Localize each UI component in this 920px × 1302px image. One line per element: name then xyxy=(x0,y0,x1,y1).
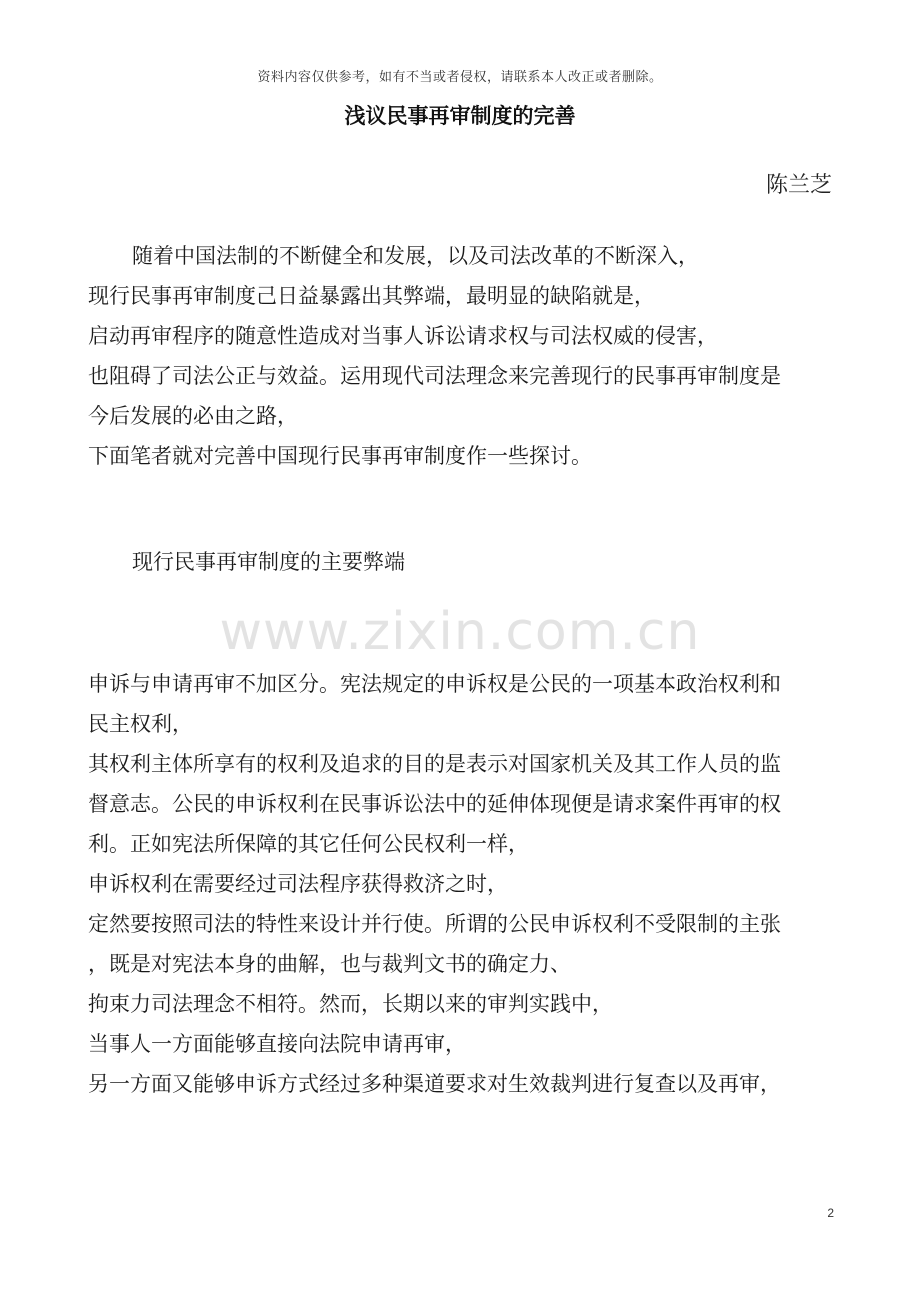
text-line: 申诉权利在需要经过司法程序获得救济之时， xyxy=(88,872,508,896)
section-heading: 现行民事再审制度的主要弊端 xyxy=(132,550,405,574)
text-line: 下面笔者就对完善中国现行民事再审制度作一些探讨。 xyxy=(88,444,592,468)
intro-paragraph xyxy=(88,236,833,476)
text-line: 其权利主体所享有的权利及追求的目的是表示对国家机关及其工作人员的监 xyxy=(88,752,781,776)
text-line: 民主权利， xyxy=(88,712,193,736)
text-line: 督意志。公民的申诉权利在民事诉讼法中的延伸体现便是请求案件再审的权 xyxy=(88,792,781,816)
text-line: 启动再审程序的随意性造成对当事人诉讼请求权与司法权威的侵害， xyxy=(88,324,718,348)
disclaimer-header: 资料内容仅供参考，如有不当或者侵权，请联系本人改正或者删除。 xyxy=(257,70,663,85)
text-line: 申诉与申请再审不加区分。宪法规定的申诉权是公民的一项基本政治权利和 xyxy=(88,672,781,696)
section-heading-block xyxy=(88,542,833,582)
text-line: 另一方面又能够申诉方式经过多种渠道要求对生效裁判进行复查以及再审， xyxy=(88,1072,781,1096)
section-paragraph xyxy=(88,664,833,1104)
author-name: 陈兰芝 xyxy=(765,173,832,198)
text-line: 现行民事再审制度己日益暴露出其弊端，最明显的缺陷就是， xyxy=(88,284,655,308)
text-line: 利。正如宪法所保障的其它任何公民权利一样， xyxy=(88,832,529,856)
document-title: 浅议民事再审制度的完善 xyxy=(344,104,576,128)
text-line: 随着中国法制的不断健全和发展，以及司法改革的不断深入， xyxy=(132,244,699,268)
text-line: 定然要按照司法的特性来设计并行使。所谓的公民申诉权利不受限制的主张 xyxy=(88,912,781,936)
text-line: 也阻碍了司法公正与效益。运用现代司法理念来完善现行的民事再审制度是 xyxy=(88,364,781,388)
text-line: ，既是对宪法本身的曲解，也与裁判文书的确定力、 xyxy=(88,952,571,976)
text-line: 今后发展的必由之路， xyxy=(88,404,298,428)
watermark: www.zixin.com.cn xyxy=(219,602,701,662)
page-number: 2 xyxy=(827,1206,834,1220)
text-line: 拘束力司法理念不相符。然而，长期以来的审判实践中， xyxy=(88,992,613,1016)
text-line: 当事人一方面能够直接向法院申请再审， xyxy=(88,1032,466,1056)
